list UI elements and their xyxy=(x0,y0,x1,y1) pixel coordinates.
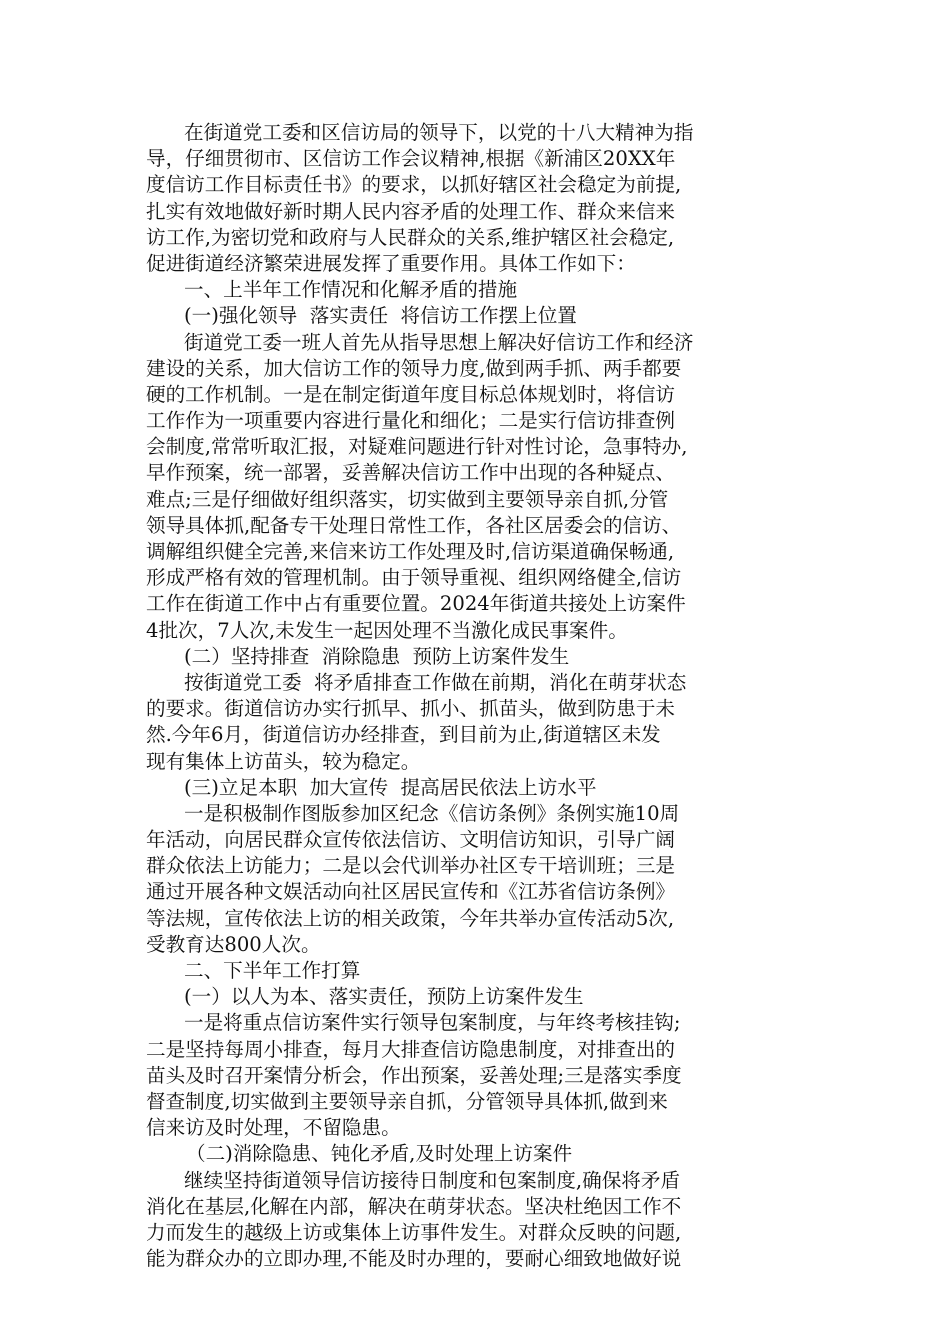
text-line: 早作预案，统一部署，妥善解决信访工作中出现的各种疑点、 xyxy=(146,461,676,485)
text-line: 苗头及时召开案情分析会，作出预案，妥善处理;三是落实季度 xyxy=(146,1063,682,1087)
subsection-heading: (二）坚持排查 消除隐患 预防上访案件发生 xyxy=(184,644,570,668)
text-line: 建设的关系，加大信访工作的领导力度,做到两手抓、两手都要 xyxy=(146,356,682,380)
text-line: 4批次，7人次,未发生一起因处理不当激化成民事案件。 xyxy=(146,618,628,642)
text-line: 工作作为一项重要内容进行量化和细化；二是实行信访排查例 xyxy=(146,409,676,433)
text-line: 等法规，宣传依法上访的相关政策，今年共举办宣传活动5次, xyxy=(146,906,675,930)
text-line: 一是将重点信访案件实行领导包案制度，与年终考核挂钩; xyxy=(184,1011,681,1035)
text-line: 访工作,为密切党和政府与人民群众的关系,维护辖区社会稳定, xyxy=(146,225,675,249)
text-line: 街道党工委一班人首先从指导思想上解决好信访工作和经济 xyxy=(184,330,694,354)
section-heading: 二、下半年工作打算 xyxy=(184,959,361,982)
text-line: 按街道党工委 将矛盾排查工作做在前期，消化在萌芽状态 xyxy=(184,670,687,694)
text-line: 一是积极制作图版参加区纪念《信访条例》条例实施10周 xyxy=(184,801,680,825)
text-line: 然.今年6月，街道信访办经排查，到目前为止,街道辖区未发 xyxy=(146,723,661,747)
text-line: 消化在基层,化解在内部，解决在萌芽状态。坚决杜绝因工作不 xyxy=(146,1194,682,1218)
document-body xyxy=(146,120,816,1272)
text-line: 能为群众办的立即办理,不能及时办理的，要耐心细致地做好说 xyxy=(146,1247,682,1271)
text-line: 在街道党工委和区信访局的领导下，以党的十八大精神为指 xyxy=(184,121,694,144)
text-line: 形成严格有效的管理机制。由于领导重视、组织网络健全,信访 xyxy=(146,566,682,590)
text-line: 的要求。街道信访办实行抓早、抓小、抓苗头，做到防患于未 xyxy=(146,697,676,721)
section-heading: 一、上半年工作情况和化解矛盾的措施 xyxy=(184,278,518,302)
text-line: 难点;三是仔细做好组织落实，切实做到主要领导亲自抓,分管 xyxy=(146,487,669,511)
text-line: 二是坚持每周小排查，每月大排查信访隐患制度，对排查出的 xyxy=(146,1037,676,1061)
text-line: 会制度,常常听取汇报，对疑难问题进行针对性讨论，急事特办, xyxy=(146,435,688,459)
subsection-heading: (一）以人为本、落实责任，预防上访案件发生 xyxy=(184,985,584,1009)
text-line: 工作在街道工作中占有重要位置。2024年街道共接处上访案件 xyxy=(146,592,686,616)
text-line: 继续坚持街道领导信访接待日制度和包案制度,确保将矛盾 xyxy=(184,1168,681,1192)
text-line: 硬的工作机制。一是在制定街道年度目标总体规划时，将信访 xyxy=(146,382,676,406)
text-line: 现有集体上访苗头，较为稳定。 xyxy=(146,749,421,773)
text-line: 调解组织健全完善,来信来访工作处理及时,信访渠道确保畅通, xyxy=(146,540,675,563)
text-line: 力而发生的越级上访或集体上访事件发生。对群众反映的问题, xyxy=(146,1220,682,1244)
text-line: 督查制度,切实做到主要领导亲自抓，分管领导具体抓,做到来 xyxy=(146,1089,668,1113)
text-line: 年活动，向居民群众宣传依法信访、文明信访知识，引导广阔 xyxy=(146,828,676,852)
text-line: 受教育达800人次。 xyxy=(146,932,321,956)
text-line: 领导具体抓,配备专干处理日常性工作，各社区居委会的信访、 xyxy=(146,513,682,537)
text-line: 促进街道经济繁荣进展发挥了重要作用。具体工作如下： xyxy=(146,251,636,275)
subsection-heading: （二)消除隐患、钝化矛盾,及时处理上访案件 xyxy=(186,1142,573,1166)
text-line: 群众依法上访能力；二是以会代训举办社区专干培训班；三是 xyxy=(146,854,676,878)
subsection-heading: (三)立足本职 加大宣传 提高居民依法上访水平 xyxy=(184,775,597,799)
text-line: 信来访及时处理，不留隐患。 xyxy=(146,1116,401,1140)
text-line: 通过开展各种文娱活动向社区居民宣传和《江苏省信访条例》 xyxy=(146,880,676,904)
text-line: 扎实有效地做好新时期人民内容矛盾的处理工作、群众来信来 xyxy=(146,199,676,223)
text-line: 导，仔细贯彻市、区信访工作会议精神,根据《新浦区20XX年 xyxy=(146,147,676,171)
subsection-heading: (一)强化领导 落实责任 将信访工作摆上位置 xyxy=(184,304,577,328)
text-line: 度信访工作目标责任书》的要求，以抓好辖区社会稳定为前提, xyxy=(146,173,682,197)
